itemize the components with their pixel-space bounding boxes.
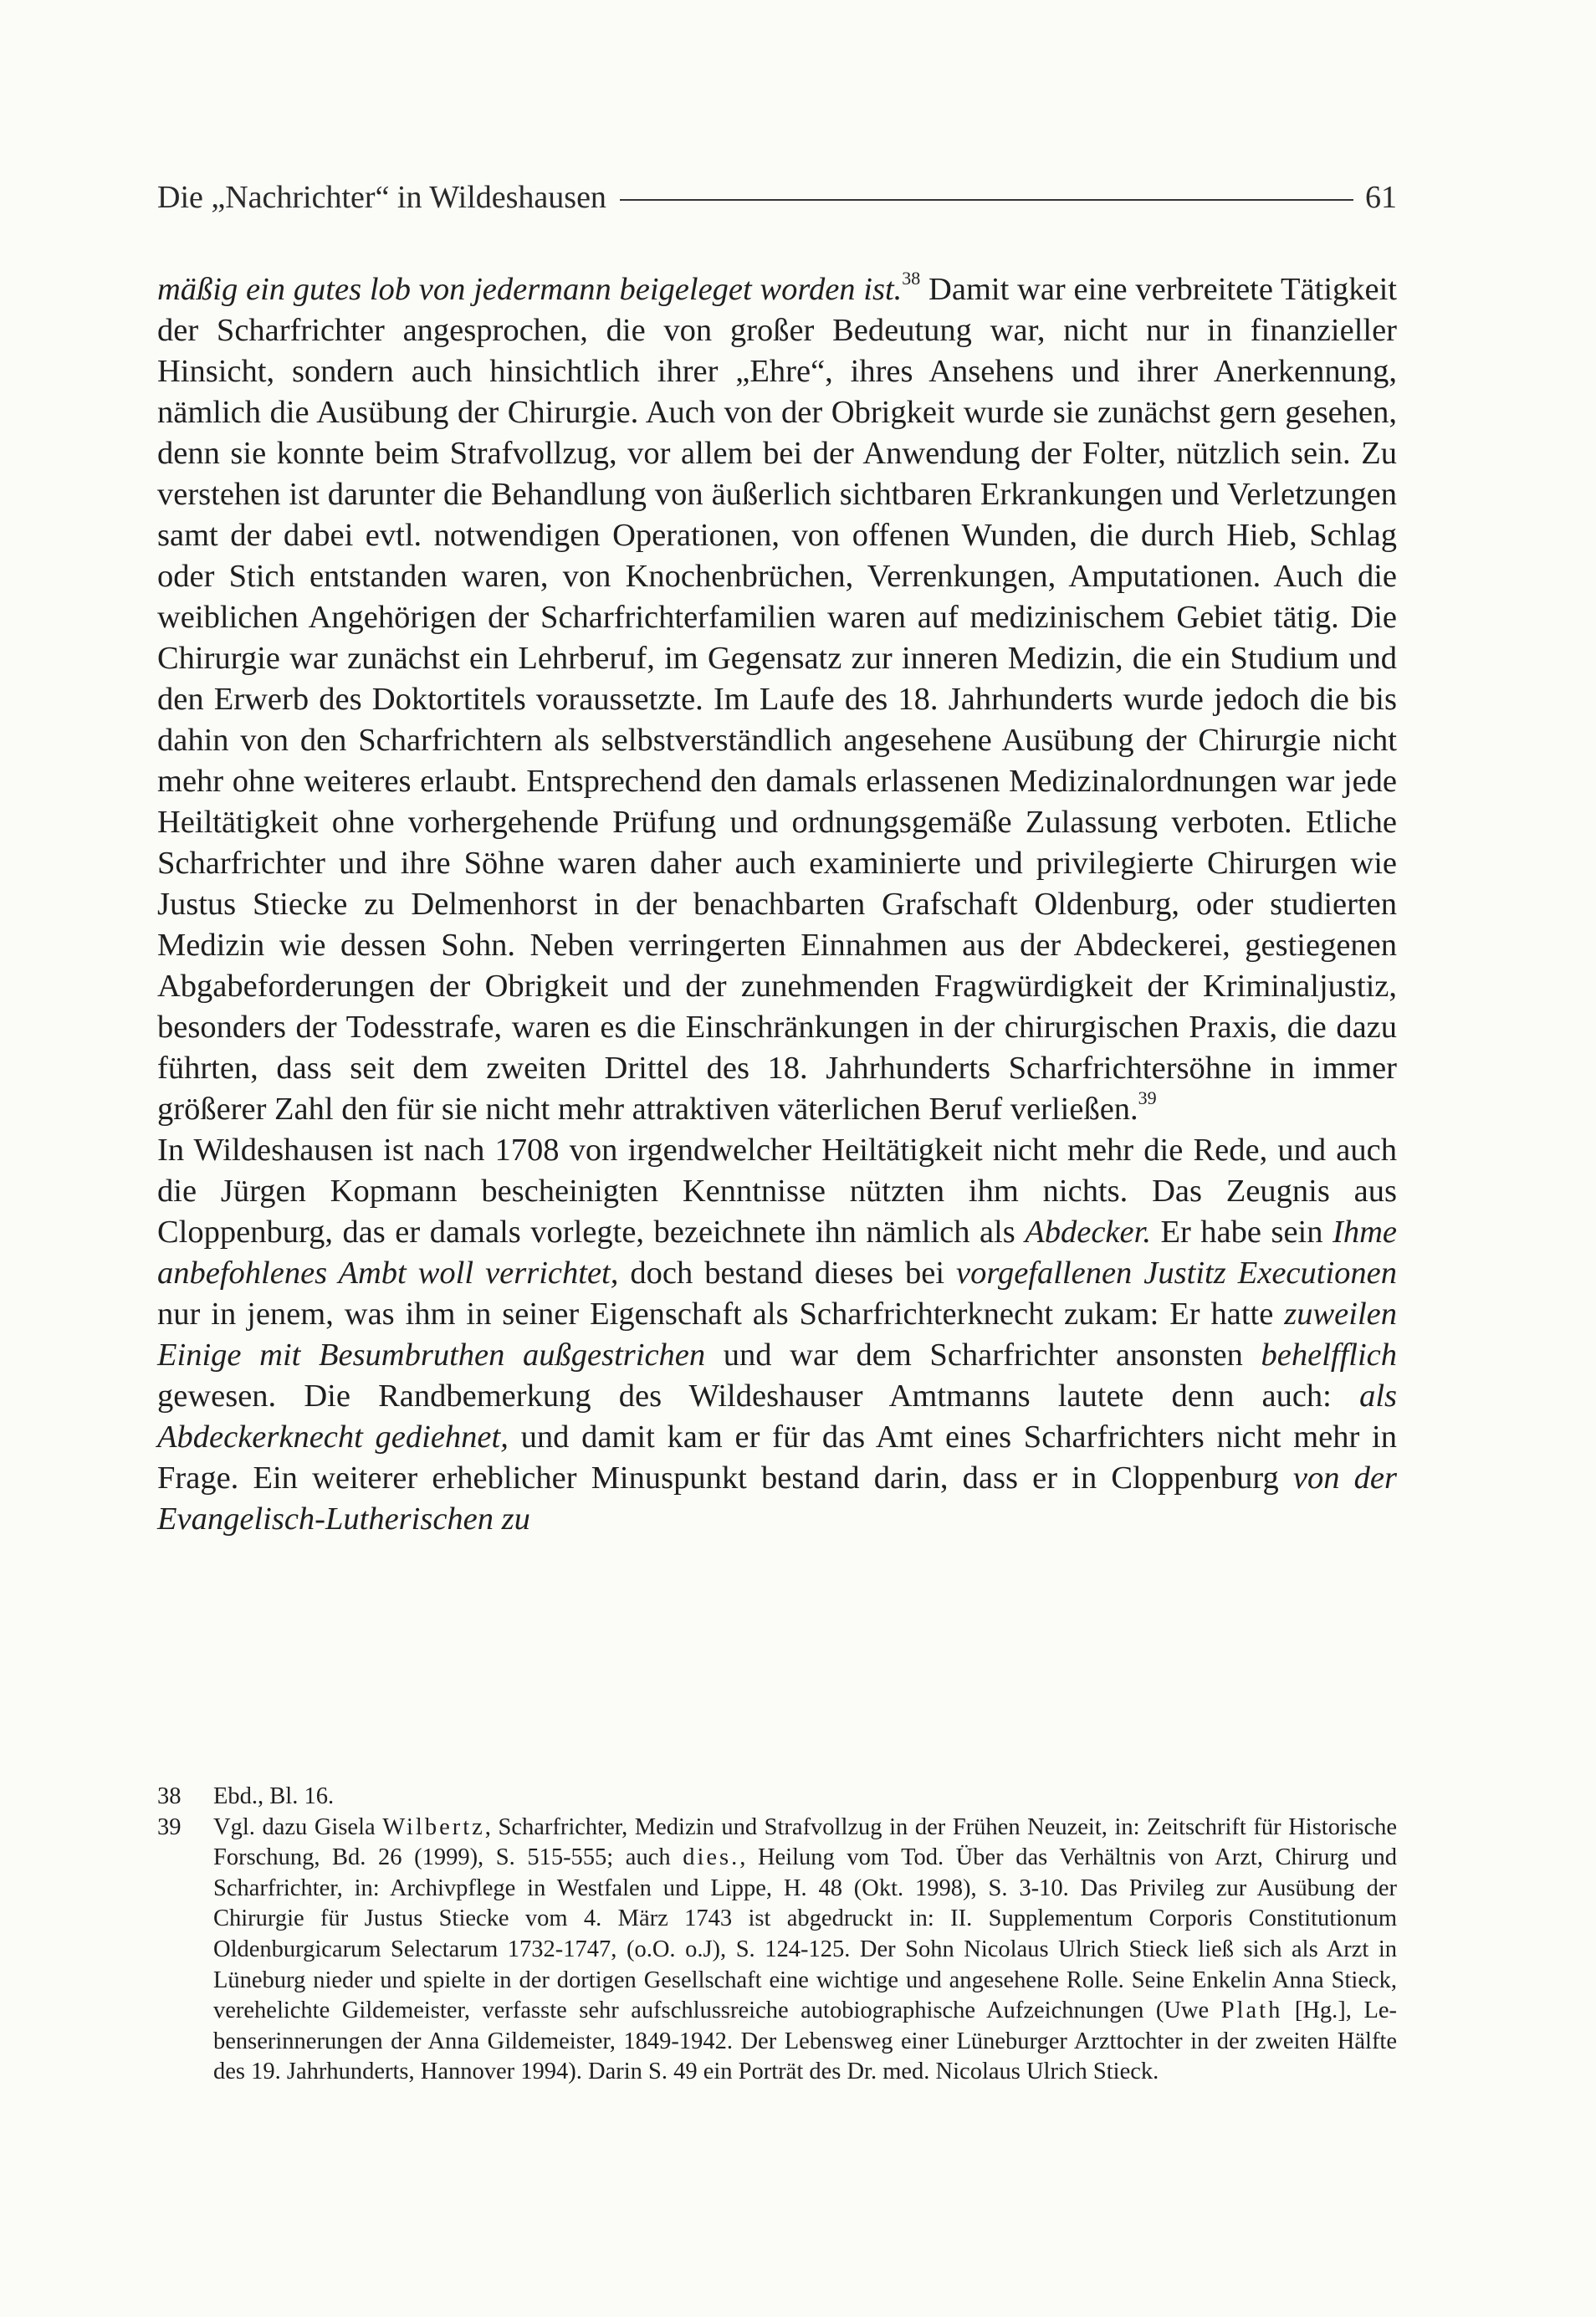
footnote-38 [157,1782,1397,1813]
footnote-ref-39: 39 [1138,1087,1157,1109]
quote-italic: Abdecker. [1025,1215,1151,1250]
paragraph-text: gewesen. Die Randbemerkung des Wildeshauser Amtmanns lautete denn auch: [157,1378,1360,1414]
footnote-ref-38: 38 [902,268,921,289]
header-rule [620,199,1353,201]
footnote-segment: [Hg.], Lebenserinnerungen der Anna Gildemeister, 1849-1942. Der Lebensweg einer Lüneburger Arzttochter in der zweiten Hälfte des 19. Jahrhunderts, Hannover 1994). Darin S. 49 ein Porträt des Dr. med. Nicolaus Ulrich Stieck. [213,1997,1397,2085]
footnotes [157,1782,1397,2088]
quote-italic: mäßig ein gutes lob von jedermann beigeleget worden ist. [157,272,903,307]
running-head [157,179,1397,216]
paragraph-text: und war dem Scharfrichter ansonsten [705,1338,1261,1373]
paragraph-text: Damit war eine verbreitete Tätigkeit der Scharfrichter angesprochen, die von großer Bedeutung war, nicht nur in finanzieller Hinsicht, sondern auch hinsichtlich ihrer „Ehre“, ihres Ansehens und ihrer Anerkennung, nämlich die Ausübung der Chirurgie. Auch von der Obrigkeit wurde sie zunächst gern gesehen, denn sie konnte beim Strafvollzug, vor allem bei der Anwendung der Folter, nützlich sein. Zu verstehen ist darunter die Behandlung von äußerlich sichtbaren Erkrankungen und Verletzungen samt der dabei evtl. notwendigen Operationen, von offenen Wunden, die durch Hieb, Schlag oder Stich entstanden waren, von Knochenbrüchen, Verrenkungen, Amputationen. Auch die weiblichen Angehörigen der Scharfrichterfamilien waren auf medizinischem Gebiet tätig. Die Chirurgie war zunächst ein Lehrberuf, im Gegensatz zur inneren Medizin, die ein Studium und den Erwerb des Doktortitels voraussetzte. Im Laufe des 18. Jahrhunderts wurde jedoch die bis dahin von den Scharfrichtern als selbstverständlich angesehene Ausübung der Chirurgie nicht mehr ohne weiteres erlaubt. Entsprechend den damals erlassenen Medizinalordnungen war jede Heiltätigkeit ohne vorhergehende Prüfung und ordnungsgemäße Zulassung verboten. Etliche Scharfrichter und ihre Söhne waren daher auch examinierte und privilegierte Chirurgen wie Justus Stiecke zu Delmenhorst in der benachbarten Grafschaft Oldenburg, oder studierten Medizin wie dessen Sohn. Neben verringerten Einnahmen aus der Abdeckerei, gestiegenen Abgabeforderungen der Obrigkeit und der zunehmenden Fragwürdigkeit der Kriminaljustiz, besonders der Todesstrafe, waren es die Einschränkungen in der chirurgischen Praxis, die dazu führten, dass seit dem zweiten Drittel des 18. Jahrhunderts Scharfrichtersöhne in immer größerer Zahl den für sie nicht mehr attraktiven väterlichen Beruf verließen. [157,272,1397,1127]
paragraph-text: Er habe sein [1150,1215,1333,1250]
paragraph-text: In Wildeshausen ist nach 1708 von irgendwelcher Heiltätigkeit nicht mehr die Rede, und auch die Jürgen Kopmann bescheinigten Kenntnisse nützten ihm nichts. Das Zeugnis aus Cloppenburg, das er damals vorlegte, bezeichnete ihn nämlich als [157,1133,1397,1250]
paragraph-text: und damit kam er für das Amt eines Scharfrichters nicht mehr in Frage. Ein weiterer erheblicher Minuspunkt bestand darin, dass er in Cloppenburg [157,1419,1397,1496]
footnote-segment: , Scharfrichter, Medizin und Strafvollzug in der Frühen Neuzeit, in: Zeitschrift für Historische Forschung, Bd. 26 (1999), S. 515-555; auch [213,1813,1398,1871]
quote-italic: zuweilen Einige mit Besumbruthen außgestrichen [157,1297,1397,1373]
footnote-segment: , Heilung vom Tod. Über das Verhältnis von Arzt, Chirurg und Scharfrichter, in: Archivpflege in Westfalen und Lippe, H. 48 (Okt. 1998), S. 3-10. Das Privileg zur Ausübung der Chirurgie für Justus Stiecke vom 4. März 1743 ist abgedruckt in: II. Supplementum Corporis Constitutionum Oldenburgicarum Selectarum 1732-1747, (o.O. o.J), S. 124-125. Der Sohn Nicolaus Ulrich Stieck ließ sich als Arzt in Lüneburg nieder und spielte in der dortigen Gesellschaft eine wichtige und angesehene Rolle. Seine Enkelin Anna Stieck, verehelichte Gildemeister, verfasste sehr aufschlussreiche autobiographische Aufzeichnungen (Uwe [213,1844,1397,2024]
author-name: Wilbertz [382,1813,485,1840]
quote-italic: als Abdeckerknecht gediehnet, [157,1378,1397,1455]
paragraph-2 [157,1130,1397,1540]
footnote-text: Ebd., Bl. 16. [213,1783,335,1809]
footnote-segment: Vgl. dazu Gisela [213,1813,383,1840]
paragraph-text: nur in jenem, was ihm in seiner Eigenschaft als Scharfrichterknecht zukam: Er hatte [157,1297,1285,1332]
author-name: Plath [1220,1997,1283,2024]
quote-italic: vorgefallenen Justitz Executionen [956,1256,1397,1291]
footnote-number: 39 [157,1813,182,1840]
footnote-text [213,1813,1397,2088]
main-text [157,269,1397,1540]
paragraph-text: doch bestand dieses bei [618,1256,957,1291]
footnote-number: 38 [157,1783,182,1809]
footnote-39 [157,1813,1397,2088]
quote-italic: behelfflich [1261,1338,1397,1373]
quote-italic: von der Evangelisch-Lutherischen zu [157,1460,1397,1537]
quote-italic: Ihme anbefohlenes Ambt woll verrichtet, [157,1215,1397,1291]
author-name: dies. [683,1844,740,1871]
page-number: 61 [1365,180,1397,215]
paragraph-1 [157,269,1397,1130]
running-title: Die „Nachrichter“ in Wildeshausen [157,180,606,215]
